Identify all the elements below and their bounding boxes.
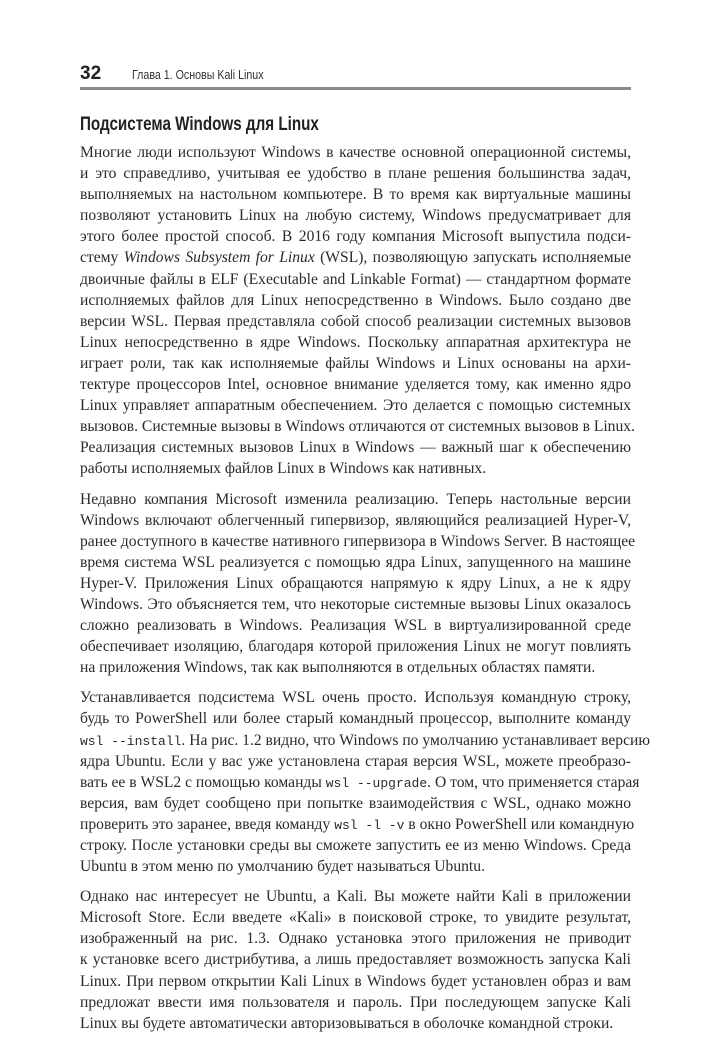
text-line bbox=[80, 907, 631, 928]
text-line bbox=[80, 142, 631, 163]
text-line bbox=[80, 311, 631, 332]
text-segment: Linux. При первом открытии Kali Linux в Windows будет установлен образ и вам bbox=[80, 972, 631, 990]
text-segment: строку. После установки среды вы сможете запустить ее из меню Windows. Среда bbox=[80, 837, 631, 854]
text-line bbox=[80, 835, 631, 856]
text-line bbox=[80, 594, 631, 615]
text-line bbox=[80, 856, 631, 877]
text-line bbox=[80, 489, 631, 510]
inline-code: wsl --install bbox=[80, 733, 182, 749]
text-line bbox=[80, 416, 635, 437]
text-segment: позволяют установить Linux на любую систему, Windows предусматривает для bbox=[80, 207, 631, 225]
text-line bbox=[80, 730, 651, 751]
text-line bbox=[80, 708, 631, 729]
text-line bbox=[80, 184, 631, 205]
text-segment: и это справедливо, учитывая ее удобство в плане решения большинства задач, bbox=[80, 165, 631, 183]
text-line bbox=[80, 751, 631, 772]
text-segment: версия, вам будет сообщено при попытке взаимодействия с WSL, однако можно bbox=[80, 794, 631, 812]
text-line bbox=[80, 247, 631, 268]
text-line bbox=[80, 928, 631, 949]
text-segment: Однако нас интересует не Ubuntu, а Kali. Вы можете найти Kali в приложении bbox=[80, 888, 631, 906]
running-title: Глава 1. Основы Kali Linux bbox=[132, 67, 264, 82]
paragraph bbox=[80, 687, 651, 877]
text-line bbox=[80, 949, 631, 970]
text-line bbox=[80, 531, 636, 552]
text-segment: Недавно компания Microsoft изменила реализацию. Теперь настольные версии bbox=[80, 490, 631, 508]
text-segment: исполняемых файлов для Linux непосредственно в Windows. Было создано две bbox=[80, 291, 631, 309]
text-line bbox=[80, 793, 631, 814]
text-segment: . На рис. 1.2 видно, что Windows по умолчанию устанавливает версию bbox=[181, 731, 651, 749]
text-segment: сложно реализовать в Windows. Реализация WSL в виртуализированной среде bbox=[80, 617, 631, 635]
text-segment: будь то PowerShell или более старый командный процессор, выполните команду bbox=[80, 710, 631, 728]
text-segment: двоичные файлы в ELF (Executable and Linkable Format) — стандартном формате bbox=[80, 270, 631, 288]
text-line bbox=[80, 992, 631, 1013]
text-segment: предложат ввести имя пользователя и пароль. При последующем запуске Kali bbox=[80, 993, 631, 1011]
text-segment: ранее доступного в качестве нативного гипервизора в Windows Server. В настоящее bbox=[80, 532, 636, 550]
text-line bbox=[80, 437, 631, 458]
text-segment: выполняемых на настольном компьютере. В то время как виртуальные машины bbox=[80, 186, 631, 204]
text-segment: Windows. Это объясняется тем, что некоторые системные вызовы Linux оказалось bbox=[80, 595, 631, 613]
text-line bbox=[80, 636, 631, 657]
section-title: Подсистема Windows для Linux bbox=[80, 114, 319, 135]
text-segment: Hyper-V. Приложения Linux обращаются напрямую к ядру Linux, а не к ядру bbox=[80, 574, 631, 592]
text-line bbox=[80, 458, 631, 479]
text-line bbox=[80, 657, 631, 678]
paragraph bbox=[80, 886, 631, 1034]
text-segment: вать ее в WSL2 с помощью команды bbox=[80, 773, 326, 791]
text-line bbox=[80, 374, 631, 395]
text-segment: Ubuntu в этом меню по умолчанию будет называться Ubuntu. bbox=[80, 858, 485, 876]
text-segment: ядра Ubuntu. Если у вас уже установлена старая версия WSL, можете преобразо- bbox=[80, 752, 631, 770]
text-segment: Linux непосредственно в ядре Windows. Поскольку аппаратная архитектура не bbox=[80, 333, 631, 351]
text-line bbox=[80, 205, 631, 226]
text-segment: проверить это заранее, введя команду bbox=[80, 815, 335, 833]
text-segment: Windows включают облегченный гипервизор, являющийся реализацией Hyper-V, bbox=[80, 511, 631, 529]
text-line bbox=[80, 615, 631, 636]
text-line bbox=[80, 395, 631, 416]
text-segment: работы исполняемых файлов Linux в Windows как нативных. bbox=[80, 460, 487, 478]
text-segment: к установке всего дистрибутива, а лишь предоставляет возможность запуска Kali bbox=[80, 951, 631, 969]
text-segment: в окно PowerShell или командную bbox=[404, 815, 635, 833]
text-segment: Реализация системных вызовов Linux в Windows — важный шаг к обеспечению bbox=[80, 439, 631, 457]
text-segment: время система WSL реализуется с помощью ядра Linux, запущенного на машине bbox=[80, 553, 631, 571]
text-segment: тектуре процессоров Intel, основное внимание уделяется тому, как именно ядро bbox=[80, 376, 631, 394]
text-segment: Linux управляет аппаратным обеспечением. Это делается с помощью системных bbox=[80, 397, 631, 415]
text-segment: вызовов. Системные вызовы в Windows отличаются от системных вызовов в Linux. bbox=[80, 418, 635, 436]
text-line bbox=[80, 226, 631, 247]
text-segment: Linux вы будете автоматически авторизовываться в оболочке командной строки. bbox=[80, 1014, 614, 1032]
text-line bbox=[80, 353, 631, 374]
text-segment: стему bbox=[80, 249, 124, 267]
text-line bbox=[80, 332, 631, 353]
text-line bbox=[80, 269, 631, 290]
text-line bbox=[80, 971, 631, 992]
inline-code: wsl --upgrade bbox=[325, 775, 428, 791]
text-segment: (WSL), позволяющую запускать исполняемые bbox=[314, 249, 631, 267]
italic-text: Windows Subsystem for Linux bbox=[123, 249, 315, 267]
text-segment: играет роли, так как исполняемые файлы Windows и Linux основаны на архи- bbox=[80, 354, 631, 372]
paragraph bbox=[80, 489, 636, 679]
page-number: 32 bbox=[80, 63, 102, 84]
text-line bbox=[80, 573, 631, 594]
text-line bbox=[80, 1013, 631, 1034]
inline-code: wsl -l -v bbox=[334, 817, 405, 833]
text-segment: этого более простой способ. В 2016 году компания Microsoft выпустила подси- bbox=[80, 228, 631, 246]
text-line bbox=[80, 510, 631, 531]
text-segment: Многие люди используют Windows в качестве основной операционной системы, bbox=[80, 144, 631, 161]
text-line bbox=[80, 687, 631, 708]
text-segment: Microsoft Store. Если введете «Kali» в поисковой строке, то увидите результат, bbox=[80, 909, 631, 927]
text-segment: версии WSL. Первая представляла собой способ реализации системных вызовов bbox=[80, 312, 631, 330]
text-line bbox=[80, 886, 631, 907]
paragraph bbox=[80, 142, 635, 480]
body-text bbox=[80, 142, 651, 1043]
text-line bbox=[80, 772, 640, 793]
text-line bbox=[80, 552, 631, 573]
text-segment: на приложения Windows, так как выполняются в отдельных областях памяти. bbox=[80, 659, 596, 677]
text-line bbox=[80, 814, 635, 835]
text-line bbox=[80, 290, 631, 311]
text-line bbox=[80, 163, 631, 184]
text-segment: . О том, что применяется старая bbox=[427, 773, 640, 791]
text-segment: Устанавливается подсистема WSL очень просто. Используя командную строку, bbox=[80, 689, 631, 707]
text-segment: изображенный на рис. 1.3. Однако установка этого приложения не приводит bbox=[80, 930, 631, 948]
running-header bbox=[80, 63, 631, 90]
text-segment: обеспечивает изоляцию, благодаря которой приложения Linux не могут повлиять bbox=[80, 638, 631, 656]
